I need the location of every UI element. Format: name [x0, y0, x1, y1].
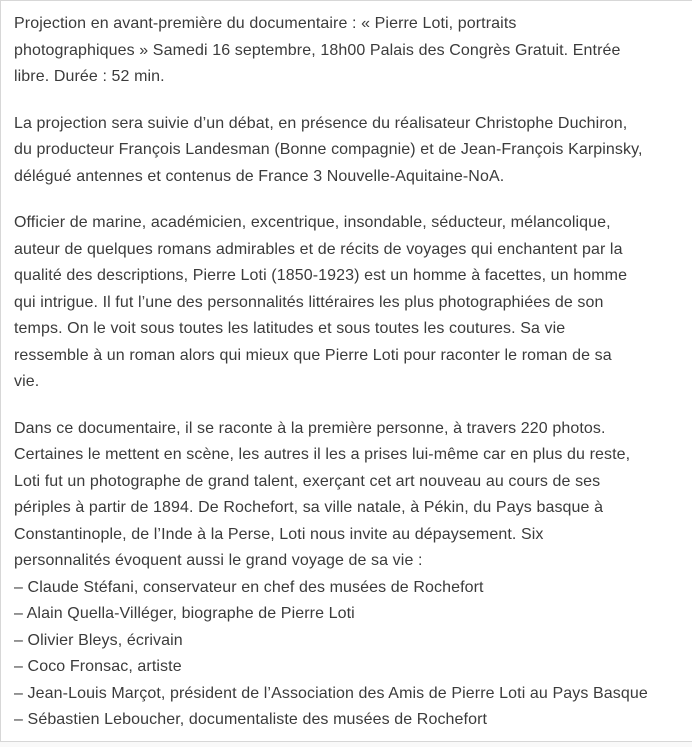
- documentary-details-paragraph: Dans ce documentaire, il se raconte à la première personne, à travers 220 photos. Certaines le mettent en scène, les autres il les a prises lui-même car en plus du reste, Loti fut un photographe de grand talent, exerçant cet art nouveau au cours de ses périples à partir de 1894. De Rochefort, sa ville natale, à Pékin, du Pays basque à Constantinople, de l’Inde à la Perse, Loti nous invite au dépaysement. Six personnalités évoquent aussi le grand voyage de sa vie : – Claude Stéfani, conservateur en chef des musées de Rochefort – Alain Quella-Villéger, biographe de Pierre Loti – Olivier Bleys, écrivain – Coco Fronsac, artiste – Jean-Louis Marçot, président de l’Association des Amis de Pierre Loti au Pays Basque – Sébastien Leboucher, documentaliste des musées de Rochefort: [14, 419, 648, 728]
- debate-info-paragraph: La projection sera suivie d’un débat, en présence du réalisateur Christophe Duchiron, du producteur François Landesman (Bonne compagnie) et de Jean-François Karpinsky, délégué antennes et contenus de France 3 Nouvelle-Aquitaine-NoA.: [14, 114, 643, 185]
- event-announcement-paragraph: Projection en avant-première du documentaire : « Pierre Loti, portraits photographiques » Samedi 16 septembre, 18h00 Palais des Congrès Gratuit. Entrée libre. Durée : 52 min.: [14, 15, 621, 85]
- loti-portrait-paragraph: Officier de marine, académicien, excentrique, insondable, séducteur, mélancolique, auteur de quelques romans admirables et de récits de voyages qui enchantent par la qualité des descriptions, Pierre Loti (1850-1923) est un homme à facettes, un homme qui intrigue. Il fut l’une des personnalités littéraires les plus photographiées de son temps. On le voit sous toutes les latitudes et sous toutes les coutures. Sa vie ressemble à un roman alors qui mieux que Pierre Loti pour raconter le roman de sa vie.: [14, 214, 628, 390]
